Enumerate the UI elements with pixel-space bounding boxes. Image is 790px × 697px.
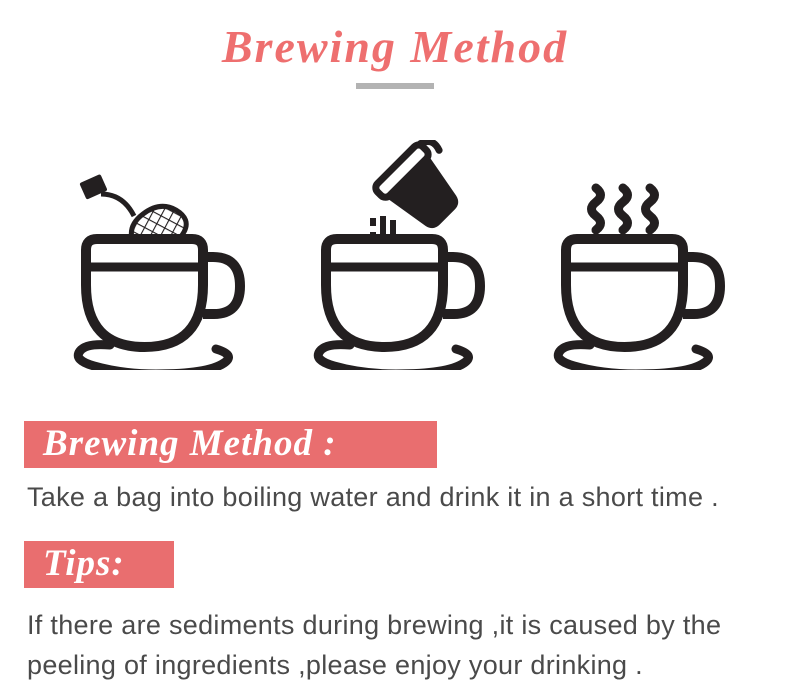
brewing-method-heading-banner: Brewing Method :	[24, 421, 437, 468]
steaming-cup-icon	[538, 140, 758, 370]
brewing-method-body-text: Take a bag into boiling water and drink it in a short time .	[27, 482, 719, 512]
teabag-cup-icon	[58, 140, 278, 370]
brewing-steps-row	[0, 140, 790, 375]
pouring-water-cup-icon	[298, 140, 518, 370]
page-title: Brewing Method	[221, 21, 569, 72]
tips-heading-banner: Tips:	[24, 541, 174, 588]
title-underline-bar	[356, 83, 434, 89]
steam-icon	[592, 188, 655, 230]
tips-body-text: If there are sediments during brewing ,it is caused by the peeling of ingredients ,please enjoy your drinking .	[27, 610, 722, 680]
